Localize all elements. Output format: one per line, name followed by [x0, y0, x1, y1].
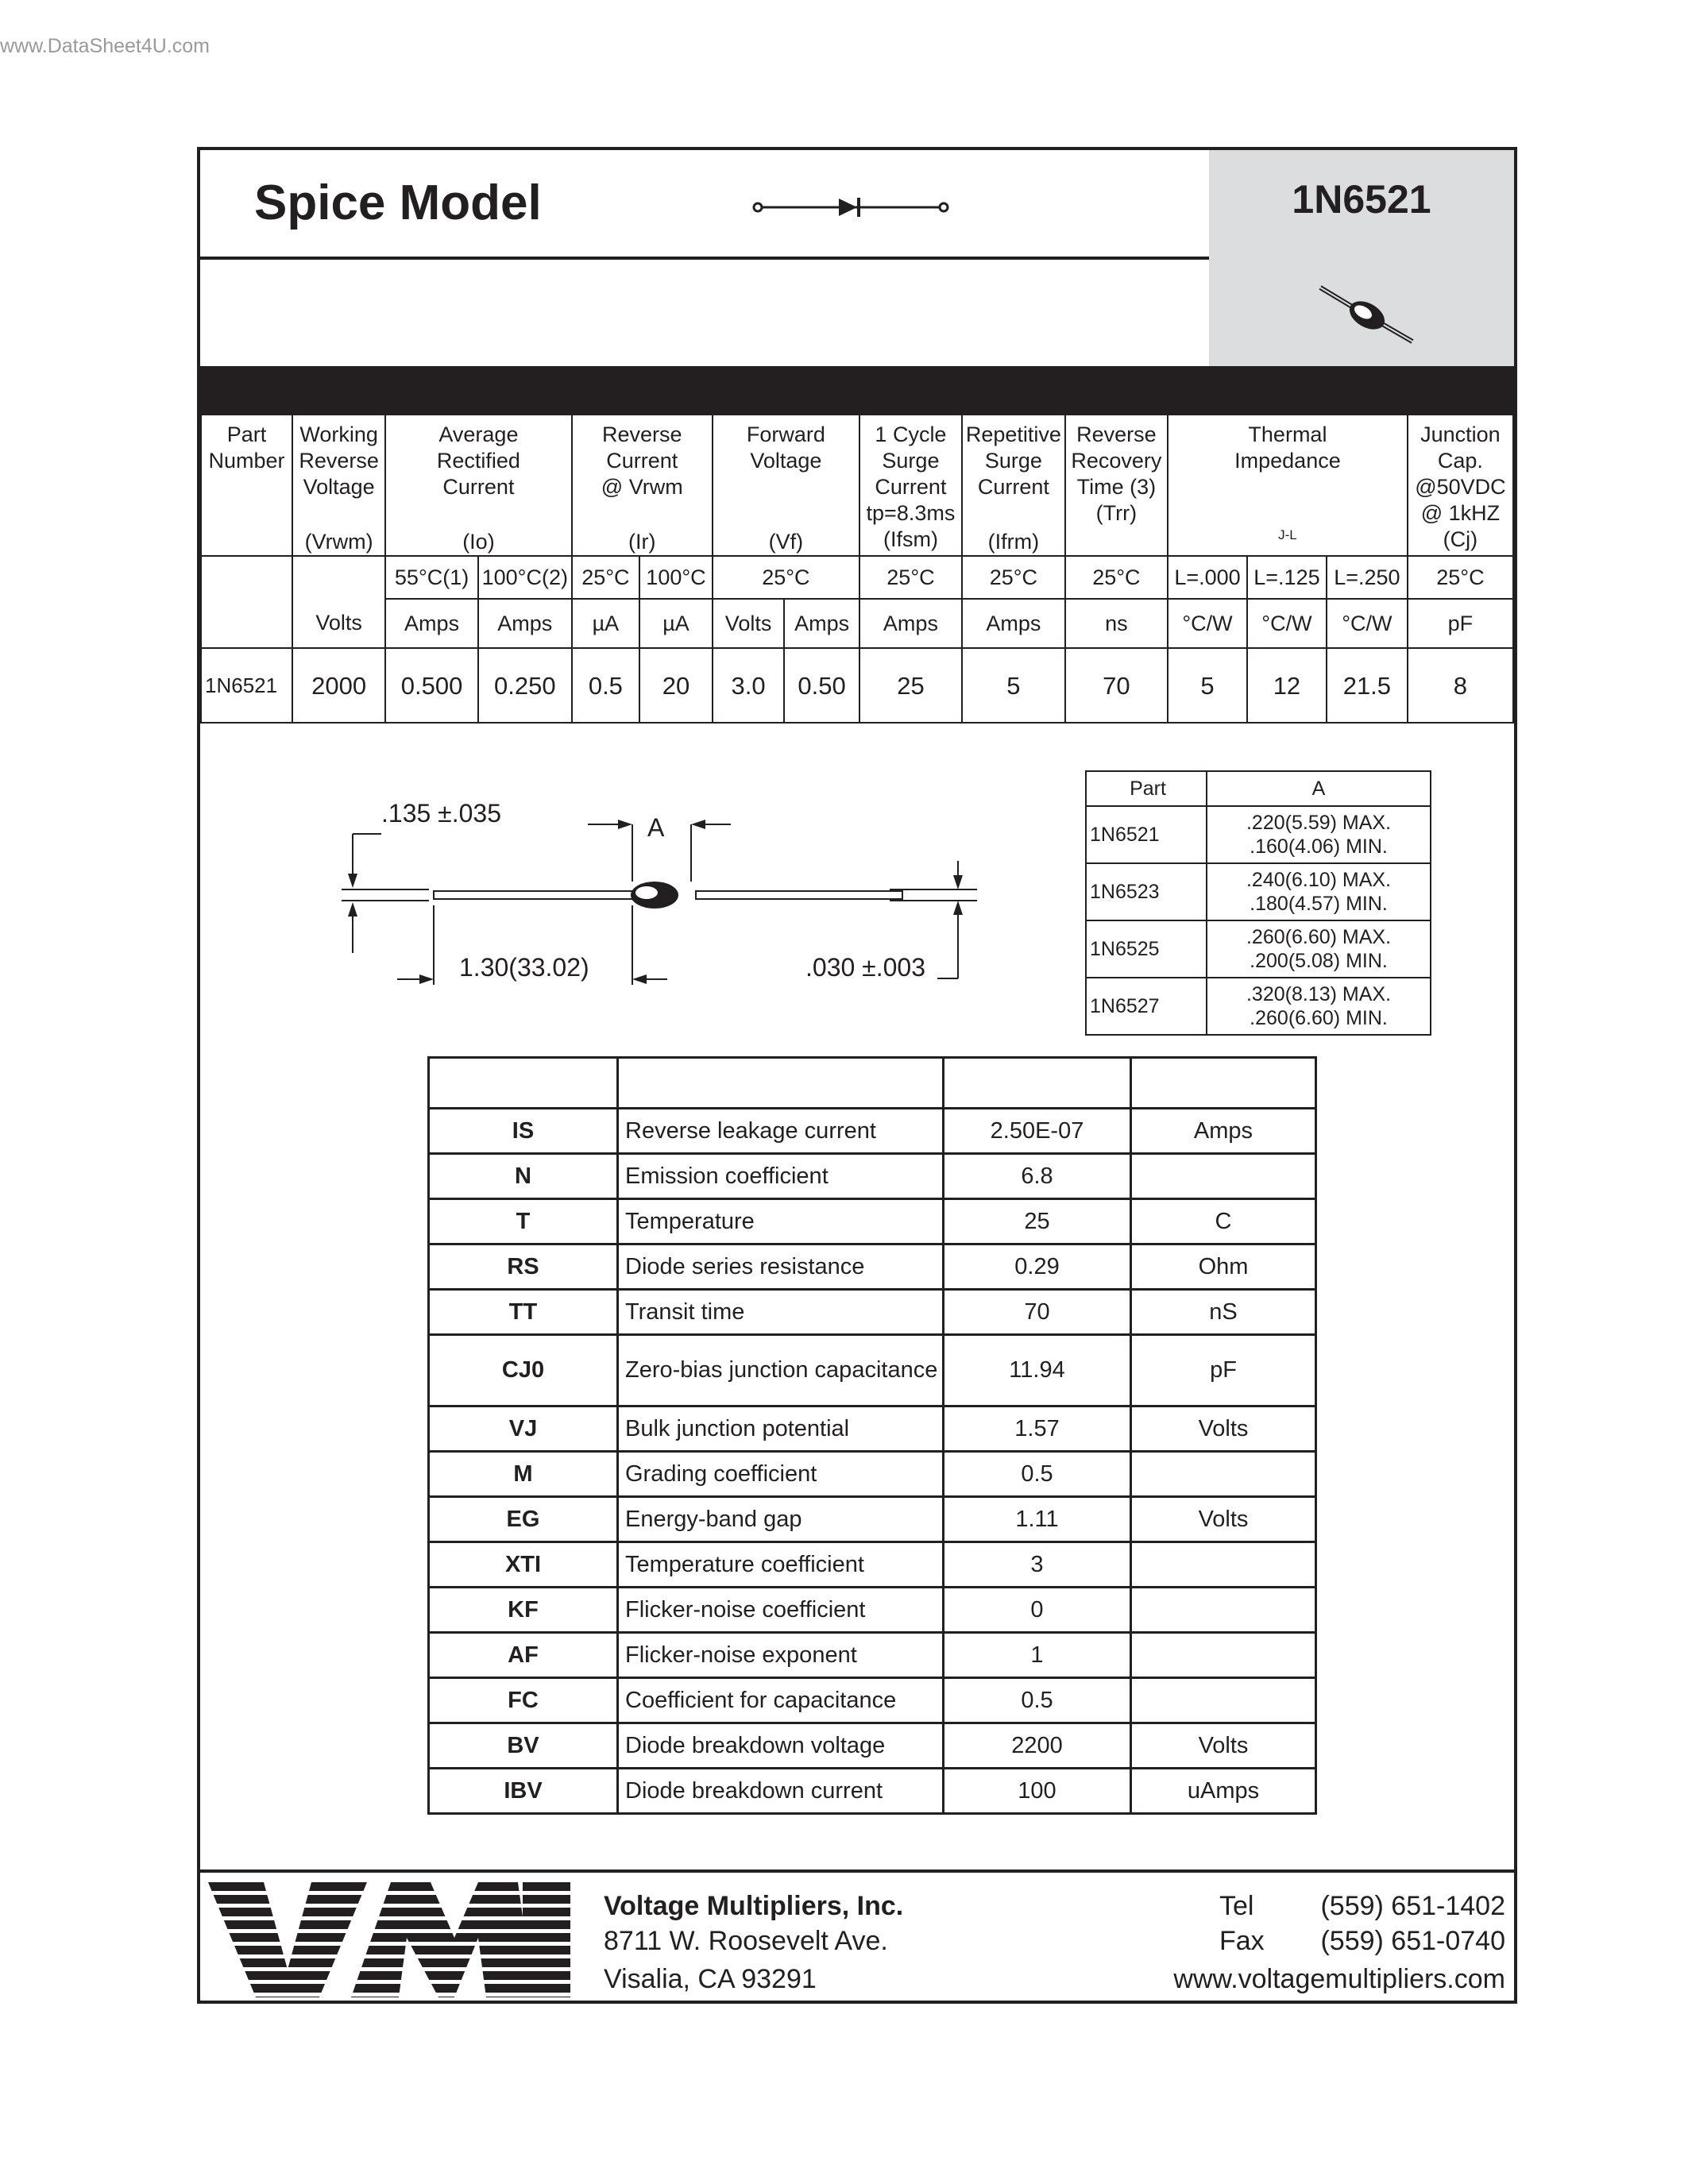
hdr-thermal-impedance: Thermal Impedance J-L [1168, 415, 1408, 556]
unit-vrwm: Volts [292, 556, 385, 648]
table-row [429, 1769, 1316, 1814]
cell-ifrm: 5 [962, 648, 1065, 723]
dim-value: .240(6.10) MAX. .180(4.57) MIN. [1207, 863, 1431, 920]
part-number-title: 1N6521 [1292, 177, 1431, 222]
param-symbol: T [429, 1199, 618, 1244]
param-unit [1131, 1452, 1316, 1497]
cell-io-100: 0.250 [478, 648, 572, 723]
param-description: Emission coefficient [618, 1154, 944, 1199]
dimension-table [1085, 770, 1431, 1036]
cell-part: 1N6521 [201, 648, 292, 723]
param-symbol: CJ0 [429, 1335, 618, 1406]
cell-vf-a: 0.50 [784, 648, 859, 723]
param-description: Flicker-noise coefficient [618, 1588, 944, 1633]
param-value: 1 [944, 1633, 1131, 1678]
param-description: Transit time [618, 1290, 944, 1335]
cond-l250: L=.250 [1327, 556, 1408, 599]
param-unit: Volts [1131, 1497, 1316, 1542]
param-value: 3 [944, 1542, 1131, 1588]
param-description: Bulk junction potential [618, 1406, 944, 1452]
unit-ir-1: µA [572, 599, 639, 648]
table-row [429, 1678, 1316, 1723]
table-row [201, 648, 1513, 723]
dim-lead-length: 1.30(33.02) [459, 953, 589, 982]
cond-vf: 25°C [713, 556, 859, 599]
param-symbol: IS [429, 1109, 618, 1154]
param-value: 100 [944, 1769, 1131, 1814]
hdr-surge-current: 1 Cycle Surge Current tp=8.3ms (Ifsm) [859, 415, 962, 556]
company-address-1: 8711 W. Roosevelt Ave. [604, 1926, 888, 1956]
cond-ifsm: 25°C [859, 556, 962, 599]
param-symbol: TT [429, 1290, 618, 1335]
param-description: Diode series resistance [618, 1244, 944, 1290]
table-row [429, 1154, 1316, 1199]
param-symbol: KF [429, 1588, 618, 1633]
param-symbol: RS [429, 1244, 618, 1290]
unit-cj: pF [1408, 599, 1513, 648]
website-link[interactable]: www.voltagemultipliers.com [1173, 1964, 1505, 1994]
cell-th-125: 12 [1247, 648, 1327, 723]
param-description: Coefficient for capacitance [618, 1678, 944, 1723]
cell-vf-v: 3.0 [713, 648, 784, 723]
company-block [604, 1889, 903, 1997]
cell-cj: 8 [1408, 648, 1513, 723]
dim-part: 1N6521 [1086, 806, 1207, 863]
param-description: Diode breakdown current [618, 1769, 944, 1814]
param-unit: uAmps [1131, 1769, 1316, 1814]
cond-ir-25: 25°C [572, 556, 639, 599]
param-symbol: IBV [429, 1769, 618, 1814]
unit-io-1: Amps [385, 599, 478, 648]
table-row [429, 1588, 1316, 1633]
fax-number: (559) 651-0740 [1320, 1926, 1505, 1956]
cond-io-100: 100°C(2) [478, 556, 572, 599]
param-description: Energy-band gap [618, 1497, 944, 1542]
dim-hdr-part: Part [1086, 771, 1207, 806]
unit-io-2: Amps [478, 599, 572, 648]
param-value: 0.5 [944, 1452, 1131, 1497]
param-unit: Ohm [1131, 1244, 1316, 1290]
param-description: Temperature coefficient [618, 1542, 944, 1588]
page-title: Spice Model [254, 176, 542, 230]
table-row [429, 1406, 1316, 1452]
param-symbol: M [429, 1452, 618, 1497]
param-unit [1131, 1588, 1316, 1633]
table-row [1086, 978, 1431, 1035]
title-divider [200, 257, 1209, 260]
table-row [429, 1244, 1316, 1290]
param-symbol: XTI [429, 1542, 618, 1588]
param-value: 1.57 [944, 1406, 1131, 1452]
param-unit [1131, 1154, 1316, 1199]
table-row [1086, 806, 1431, 863]
cond-trr: 25°C [1065, 556, 1168, 599]
hdr-recovery-time: Reverse Recovery Time (3) (Trr) [1065, 415, 1168, 556]
param-value: 11.94 [944, 1335, 1131, 1406]
table-row [429, 1497, 1316, 1542]
dim-value: .260(6.60) MAX. .200(5.08) MIN. [1207, 920, 1431, 978]
diode-symbol-icon [751, 195, 950, 219]
dim-part: 1N6523 [1086, 863, 1207, 920]
table-row [429, 1723, 1316, 1769]
param-symbol: BV [429, 1723, 618, 1769]
hdr-repetitive-surge: Repetitive Surge Current (Ifrm) [962, 415, 1065, 556]
dim-body-length-label: A [647, 813, 665, 842]
unit-th-1: °C/W [1168, 599, 1247, 648]
table-row [429, 1633, 1316, 1678]
cell-th-250: 21.5 [1327, 648, 1408, 723]
param-description: Temperature [618, 1199, 944, 1244]
table-row [429, 1542, 1316, 1588]
unit-ir-2: µA [639, 599, 713, 648]
dim-lead-diameter: .135 ±.035 [381, 799, 502, 828]
param-value: 0 [944, 1588, 1131, 1633]
tel-number: (559) 651-1402 [1320, 1891, 1505, 1921]
cond-l125: L=.125 [1247, 556, 1327, 599]
cond-ir-100: 100°C [639, 556, 713, 599]
cell-ifsm: 25 [859, 648, 962, 723]
param-unit: C [1131, 1199, 1316, 1244]
param-symbol: VJ [429, 1406, 618, 1452]
param-symbol: N [429, 1154, 618, 1199]
dim-wire-diameter: .030 ±.003 [805, 953, 926, 982]
param-description: Reverse leakage current [618, 1109, 944, 1154]
hdr-part-number: Part Number [201, 415, 292, 556]
hdr-working-voltage: Working Reverse Voltage (Vrwm) [292, 415, 385, 556]
cell-th-000: 5 [1168, 648, 1247, 723]
dim-value: .320(8.13) MAX. .260(6.60) MIN. [1207, 978, 1431, 1035]
param-symbol: FC [429, 1678, 618, 1723]
blank-cell [201, 556, 292, 648]
company-name: Voltage Multipliers, Inc. [604, 1891, 904, 1921]
hdr-junction-cap: Junction Cap. @50VDC @ 1kHZ (Cj) [1408, 415, 1513, 556]
fax-label: Fax [1219, 1926, 1265, 1956]
param-unit: pF [1131, 1335, 1316, 1406]
table-row [1086, 863, 1431, 920]
hdr-forward-voltage: Forward Voltage (Vf) [713, 415, 859, 556]
electrical-spec-table [200, 414, 1514, 723]
param-unit [1131, 1633, 1316, 1678]
param-symbol: AF [429, 1633, 618, 1678]
param-description: Flicker-noise exponent [618, 1633, 944, 1678]
cond-cj: 25°C [1408, 556, 1513, 599]
param-description: Grading coefficient [618, 1452, 944, 1497]
dim-value: .220(5.59) MAX. .160(4.06) MIN. [1207, 806, 1431, 863]
param-description: Zero-bias junction capacitance [618, 1335, 944, 1406]
unit-th-2: °C/W [1247, 599, 1327, 648]
param-unit [1131, 1542, 1316, 1588]
table-row [429, 1290, 1316, 1335]
tel-label: Tel [1219, 1891, 1254, 1921]
unit-th-3: °C/W [1327, 599, 1408, 648]
cell-vrwm: 2000 [292, 648, 385, 723]
cond-l000: L=.000 [1168, 556, 1247, 599]
hdr-avg-current: Average Rectified Current (Io) [385, 415, 571, 556]
param-value: 1.11 [944, 1497, 1131, 1542]
cell-trr: 70 [1065, 648, 1168, 723]
unit-vf-2: Amps [784, 599, 859, 648]
watermark-text: www.DataSheet4U.com [0, 35, 211, 57]
param-symbol: EG [429, 1497, 618, 1542]
hdr-reverse-current: Reverse Current @ Vrwm (Ir) [572, 415, 713, 556]
param-value: 70 [944, 1290, 1131, 1335]
param-unit: Volts [1131, 1723, 1316, 1769]
param-value: 6.8 [944, 1154, 1131, 1199]
cond-ifrm: 25°C [962, 556, 1065, 599]
cond-io-55: 55°C(1) [385, 556, 478, 599]
param-value: 2200 [944, 1723, 1131, 1769]
param-value: 25 [944, 1199, 1131, 1244]
unit-ifrm: Amps [962, 599, 1065, 648]
dim-part: 1N6525 [1086, 920, 1207, 978]
section-band [200, 366, 1514, 414]
cell-ir-100: 20 [639, 648, 713, 723]
dim-hdr-a: A [1207, 771, 1431, 806]
vmi-logo [208, 1882, 574, 2001]
table-row [1086, 920, 1431, 978]
contact-block [1173, 1889, 1505, 1997]
table-row [429, 1109, 1316, 1154]
table-row [429, 1335, 1316, 1406]
axial-diode-icon [1312, 278, 1423, 349]
param-unit: nS [1131, 1290, 1316, 1335]
footer-divider [200, 1870, 1514, 1873]
table-row [429, 1199, 1316, 1244]
unit-trr: ns [1065, 599, 1168, 648]
unit-vf-1: Volts [713, 599, 784, 648]
param-value: 0.5 [944, 1678, 1131, 1723]
cell-ir-25: 0.5 [572, 648, 639, 723]
spice-parameter-table [427, 1056, 1317, 1815]
param-value: 0.29 [944, 1244, 1131, 1290]
unit-ifsm: Amps [859, 599, 962, 648]
param-description: Diode breakdown voltage [618, 1723, 944, 1769]
dim-part: 1N6527 [1086, 978, 1207, 1035]
param-unit: Volts [1131, 1406, 1316, 1452]
param-header-row [429, 1058, 1316, 1109]
param-value: 2.50E-07 [944, 1109, 1131, 1154]
cell-io-55: 0.500 [385, 648, 478, 723]
company-address-2: Visalia, CA 93291 [604, 1964, 817, 1994]
param-unit: Amps [1131, 1109, 1316, 1154]
table-row [429, 1452, 1316, 1497]
param-unit [1131, 1678, 1316, 1723]
